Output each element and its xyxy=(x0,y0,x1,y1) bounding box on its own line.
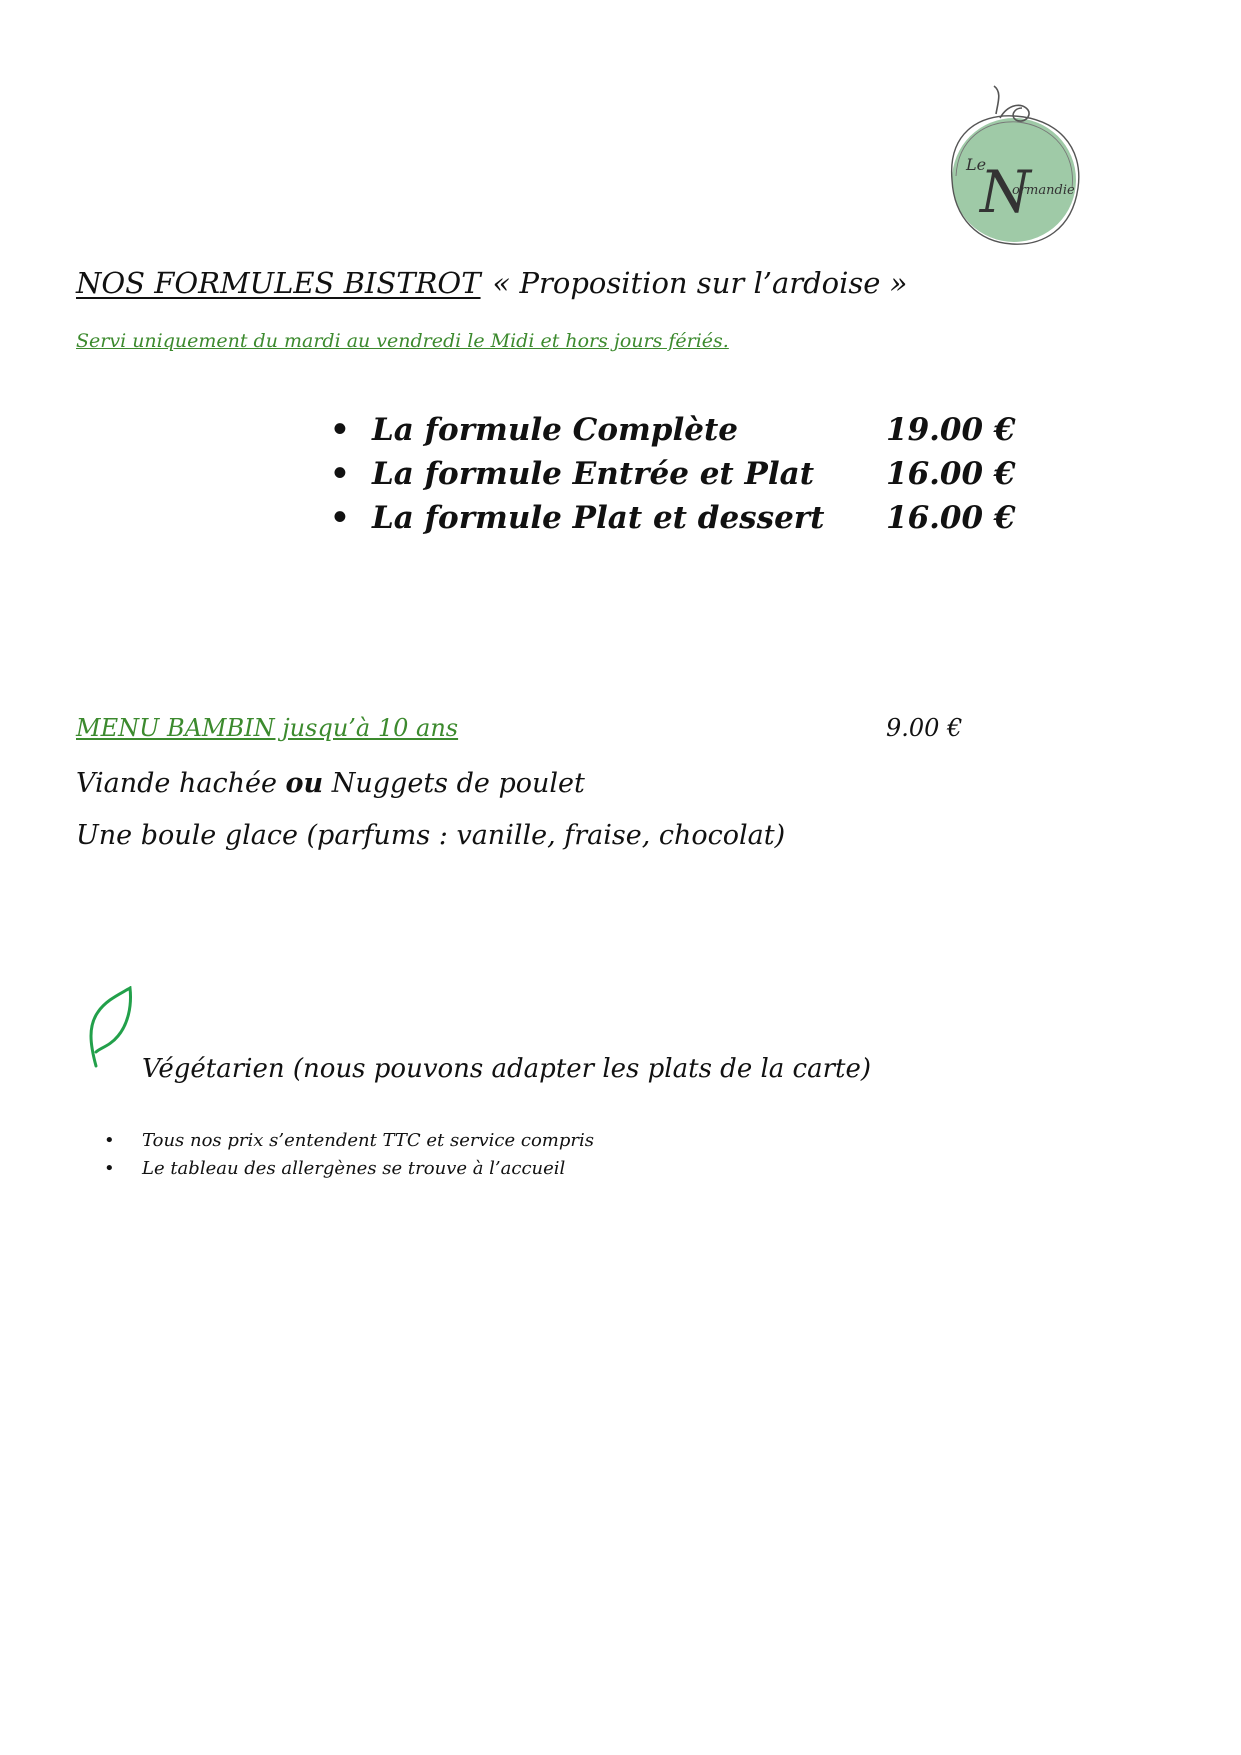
service-notice: Servi uniquement du mardi au vendredi le Midi et hors jours fériés. xyxy=(76,330,729,352)
bullet: • xyxy=(330,456,350,492)
restaurant-logo xyxy=(938,84,1088,254)
logo-text-ormandie: ormandie xyxy=(1012,183,1075,198)
formula-name: La formule Plat et dessert xyxy=(372,500,825,536)
page-title xyxy=(76,266,907,300)
formula-list xyxy=(330,412,1030,544)
apple-logo-icon xyxy=(938,84,1088,254)
formula-item xyxy=(330,500,1030,544)
formula-item xyxy=(330,412,1030,456)
bullet: • xyxy=(104,1130,115,1151)
kids-main-option-b: Nuggets de poulet xyxy=(323,768,585,799)
footnote-text: Tous nos prix s’entendent TTC et service compris xyxy=(142,1130,594,1151)
kids-menu-price: 9.00 € xyxy=(886,714,963,742)
kids-menu-title: MENU BAMBIN jusqu’à 10 ans xyxy=(76,714,459,742)
formula-price: 19.00 € xyxy=(886,412,1016,448)
title-main: NOS FORMULES BISTROT xyxy=(76,266,481,300)
formula-price: 16.00 € xyxy=(886,456,1016,492)
kids-main-option-a: Viande hachée xyxy=(76,768,286,799)
logo-text-le: Le xyxy=(966,155,987,174)
kids-main-or: ou xyxy=(285,768,324,799)
bullet: • xyxy=(330,412,350,448)
kids-menu-dessert: Une boule glace (parfums : vanille, fraise, chocolat) xyxy=(76,820,786,851)
logo-text-n: N xyxy=(980,158,1031,226)
vegetarian-note: Végétarien (nous pouvons adapter les plats de la carte) xyxy=(142,1054,872,1084)
bullet: • xyxy=(330,500,350,536)
formula-price: 16.00 € xyxy=(886,500,1016,536)
formula-item xyxy=(330,456,1030,500)
leaf-icon xyxy=(86,986,134,1068)
kids-menu-main-course xyxy=(76,768,585,799)
footnote-text: Le tableau des allergènes se trouve à l’accueil xyxy=(142,1158,566,1179)
formula-name: La formule Complète xyxy=(372,412,739,448)
bullet: • xyxy=(104,1158,115,1179)
formula-name: La formule Entrée et Plat xyxy=(372,456,815,492)
title-subtitle: « Proposition sur l’ardoise » xyxy=(492,266,908,300)
